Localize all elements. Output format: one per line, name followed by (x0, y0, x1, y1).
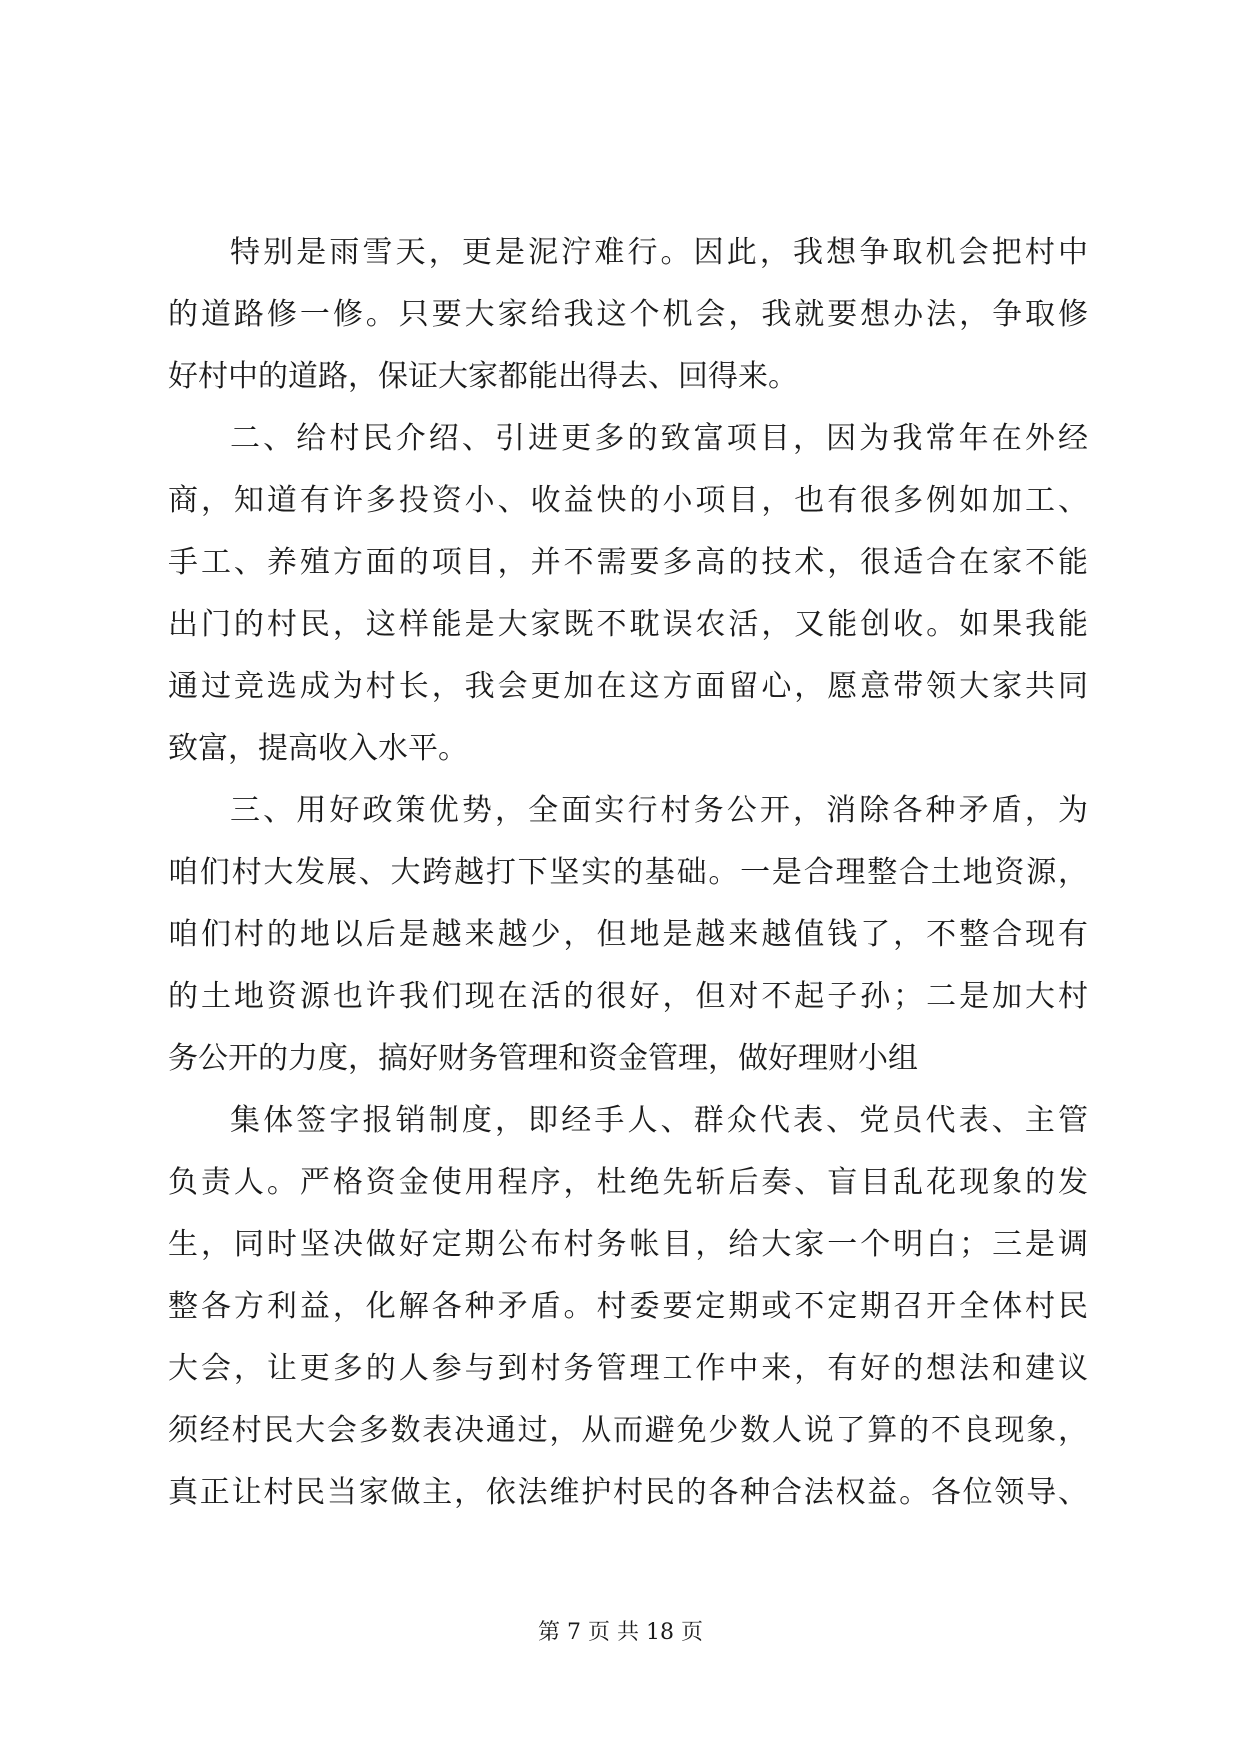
text-line: 大会，让更多的人参与到村务管理工作中来，有好的想法和建议 (168, 1351, 1088, 1386)
body-text (168, 222, 1088, 1524)
text-line: 商，知道有许多投资小、收益快的小项目，也有很多例如加工、 (168, 483, 1088, 518)
text-line: 出门的村民，这样能是大家既不耽误农活，又能创收。如果我能 (168, 607, 1088, 642)
text-line: 咱们村大发展、大跨越打下坚实的基础。一是合理整合土地资源， (168, 855, 1088, 890)
text-line: 负责人。严格资金使用程序，杜绝先斩后奏、盲目乱花现象的发 (168, 1165, 1088, 1200)
page-number-footer: 第 7 页 共 18 页 (538, 1620, 703, 1645)
text-line: 三、用好政策优势，全面实行村务公开，消除各种矛盾，为 (230, 793, 1088, 828)
text-line: 生，同时坚决做好定期公布村务帐目，给大家一个明白；三是调 (168, 1227, 1088, 1262)
text-line: 的土地资源也许我们现在活的很好，但对不起子孙；二是加大村 (168, 979, 1088, 1014)
text-line: 务公开的力度，搞好财务管理和资金管理，做好理财小组 (168, 1041, 918, 1076)
text-line: 特别是雨雪天，更是泥泞难行。因此，我想争取机会把村中 (230, 235, 1088, 270)
text-line: 好村中的道路，保证大家都能出得去、回得来。 (168, 359, 798, 394)
text-line: 整各方利益，化解各种矛盾。村委要定期或不定期召开全体村民 (168, 1289, 1088, 1324)
text-line: 咱们村的地以后是越来越少，但地是越来越值钱了，不整合现有 (168, 917, 1088, 952)
text-line: 的道路修一修。只要大家给我这个机会，我就要想办法，争取修 (168, 297, 1088, 332)
text-line: 手工、养殖方面的项目，并不需要多高的技术，很适合在家不能 (168, 545, 1088, 580)
text-line: 二、给村民介绍、引进更多的致富项目，因为我常年在外经 (230, 421, 1088, 456)
text-line: 真正让村民当家做主，依法维护村民的各种合法权益。各位领导、 (168, 1475, 1088, 1510)
text-line: 集体签字报销制度，即经手人、群众代表、党员代表、主管 (230, 1103, 1088, 1138)
text-line: 通过竞选成为村长，我会更加在这方面留心，愿意带领大家共同 (168, 669, 1088, 704)
text-line: 须经村民大会多数表决通过，从而避免少数人说了算的不良现象， (168, 1413, 1088, 1448)
text-line: 致富，提高收入水平。 (168, 731, 468, 766)
